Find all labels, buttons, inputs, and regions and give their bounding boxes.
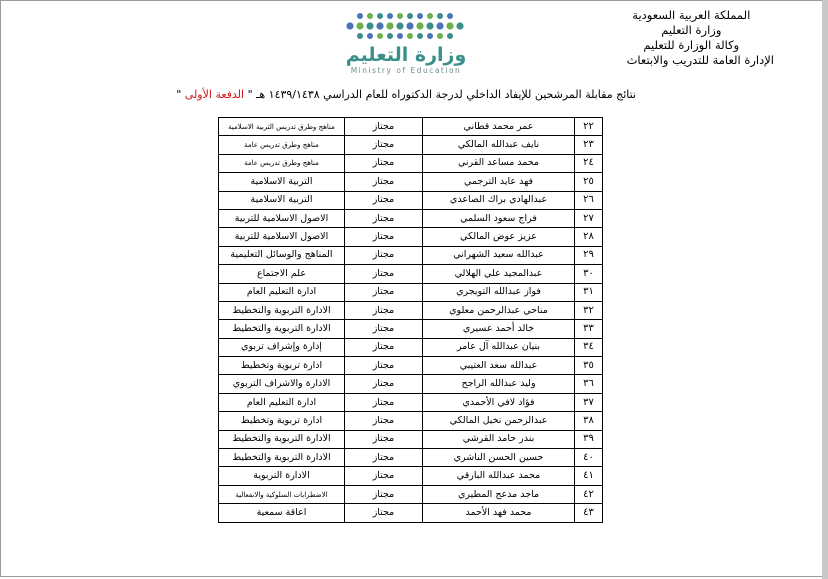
- candidate-name: فؤاد لافي الأحمدي: [423, 393, 575, 411]
- logo-dot: [356, 22, 363, 29]
- logo-dot: [357, 13, 363, 19]
- row-number: ٤١: [575, 467, 603, 485]
- candidate-name: عمر محمد قطاني: [423, 118, 575, 136]
- logo-dot: [416, 22, 423, 29]
- result-status: مجتاز: [345, 301, 423, 319]
- logo-dot: [397, 13, 403, 19]
- candidate-name: فهد عايد الترجمي: [423, 173, 575, 191]
- ministry-logo: [336, 10, 486, 76]
- candidate-name: ماجد مدعج المطيري: [423, 485, 575, 503]
- row-number: ٣٣: [575, 320, 603, 338]
- logo-dot: [427, 13, 433, 19]
- specialization: مناهج وطرق تدريس عامة: [219, 154, 345, 172]
- result-status: مجتاز: [345, 191, 423, 209]
- specialization: الادارة التربوية والتخطيط: [219, 320, 345, 338]
- table-row: [219, 301, 603, 319]
- row-number: ٢٥: [575, 173, 603, 191]
- logo-dot: [427, 33, 433, 39]
- header-agency: وكالة الوزارة للتعليم: [643, 38, 740, 52]
- result-status: مجتاز: [345, 357, 423, 375]
- candidate-name: نايف عبدالله المالكي: [423, 136, 575, 154]
- logo-dot: [357, 33, 363, 39]
- logo-dot: [387, 13, 393, 19]
- table-row: [219, 375, 603, 393]
- table-row: [219, 173, 603, 191]
- table-row: [219, 209, 603, 227]
- logo-dot: [346, 22, 353, 29]
- table-row: [219, 449, 603, 467]
- table-row: [219, 136, 603, 154]
- logo-dot: [456, 22, 463, 29]
- candidate-name: مناحي عبدالرحمن معلوي: [423, 301, 575, 319]
- logo-dot: [447, 13, 453, 19]
- result-status: مجتاز: [345, 265, 423, 283]
- table-row: [219, 357, 603, 375]
- candidate-name: فواز عبدالله التويجري: [423, 283, 575, 301]
- row-number: ٢٨: [575, 228, 603, 246]
- candidate-name: فراج سعود السلمي: [423, 209, 575, 227]
- specialization: علم الاجتماع: [219, 265, 345, 283]
- candidate-name: عبدالهادي براك الصاعدي: [423, 191, 575, 209]
- title-batch: الدفعة الأولى: [184, 88, 245, 101]
- result-status: مجتاز: [345, 412, 423, 430]
- candidate-name: عبدالله سعيد الشهراني: [423, 246, 575, 264]
- logo-dot: [377, 13, 383, 19]
- logo-dot: [367, 33, 373, 39]
- specialization: مناهج وطرق تدريس التربية الاسلامية: [219, 118, 345, 136]
- result-status: مجتاز: [345, 246, 423, 264]
- row-number: ٣٤: [575, 338, 603, 356]
- table-row: [219, 393, 603, 411]
- header-department: الإدارة العامة للتدريب والابتعاث: [626, 53, 774, 67]
- row-number: ٢٤: [575, 154, 603, 172]
- specialization: الاصول الاسلامية للتربية: [219, 209, 345, 227]
- logo-dot: [367, 13, 373, 19]
- result-status: مجتاز: [345, 393, 423, 411]
- candidate-name: محمد مساعد القرني: [423, 154, 575, 172]
- result-status: مجتاز: [345, 283, 423, 301]
- result-status: مجتاز: [345, 467, 423, 485]
- specialization: ادارة التعليم العام: [219, 283, 345, 301]
- row-number: ٣٥: [575, 357, 603, 375]
- result-status: مجتاز: [345, 118, 423, 136]
- specialization: الاصول الاسلامية للتربية: [219, 228, 345, 246]
- specialization: الادارة التربوية: [219, 467, 345, 485]
- logo-dot: [387, 33, 393, 39]
- row-number: ٤٣: [575, 504, 603, 522]
- specialization: إدارة وإشراف تربوي: [219, 338, 345, 356]
- result-status: مجتاز: [345, 430, 423, 448]
- candidate-name: محمد فهد الأحمد: [423, 504, 575, 522]
- candidate-name: محمد عبدالله البارقي: [423, 467, 575, 485]
- table-row: [219, 228, 603, 246]
- logo-dot: [437, 13, 443, 19]
- row-number: ٣١: [575, 283, 603, 301]
- logo-dot: [376, 22, 383, 29]
- candidate-name: عزيز عوض المالكي: [423, 228, 575, 246]
- row-number: ٤٢: [575, 485, 603, 503]
- result-status: مجتاز: [345, 485, 423, 503]
- table-row: [219, 118, 603, 136]
- logo-dot: [407, 33, 413, 39]
- logo-dot: [447, 33, 453, 39]
- page-title: [160, 88, 636, 101]
- result-status: مجتاز: [345, 375, 423, 393]
- logo-dot: [436, 22, 443, 29]
- specialization: المناهج والوسائل التعليمية: [219, 246, 345, 264]
- candidate-name: حسين الحسن الناشري: [423, 449, 575, 467]
- table-row: [219, 338, 603, 356]
- result-status: مجتاز: [345, 154, 423, 172]
- logo-dot: [426, 22, 433, 29]
- logo-arabic-text: وزارة التعليم: [345, 44, 467, 66]
- result-status: مجتاز: [345, 320, 423, 338]
- candidate-name: عبدالرحمن نخيل المالكي: [423, 412, 575, 430]
- candidate-name: وليد عبدالله الراجح: [423, 375, 575, 393]
- row-number: ٤٠: [575, 449, 603, 467]
- logo-dot: [366, 22, 373, 29]
- candidate-name: عبدالله سعد العتيبي: [423, 357, 575, 375]
- logo-dot: [407, 13, 413, 19]
- row-number: ٢٣: [575, 136, 603, 154]
- header-kingdom: المملكة العربية السعودية: [632, 8, 751, 22]
- row-number: ٣٠: [575, 265, 603, 283]
- specialization: مناهج وطرق تدريس عامة: [219, 136, 345, 154]
- result-status: مجتاز: [345, 504, 423, 522]
- table-row: [219, 467, 603, 485]
- table-row: [219, 154, 603, 172]
- row-number: ٢٦: [575, 191, 603, 209]
- result-status: مجتاز: [345, 173, 423, 191]
- table-row: [219, 246, 603, 264]
- logo-dot: [386, 22, 393, 29]
- result-status: مجتاز: [345, 209, 423, 227]
- candidate-name: بندر حامد القرشي: [423, 430, 575, 448]
- title-suffix: ": [176, 88, 185, 101]
- logo-dot: [437, 33, 443, 39]
- logo-dot: [406, 22, 413, 29]
- candidate-name: عبدالمجيد علي الهلالي: [423, 265, 575, 283]
- result-status: مجتاز: [345, 338, 423, 356]
- header-ministry: وزارة التعليم: [661, 23, 722, 37]
- specialization: ادارة تربوية وتخطيط: [219, 357, 345, 375]
- specialization: الادارة والاشراف التربوي: [219, 375, 345, 393]
- result-status: مجتاز: [345, 228, 423, 246]
- row-number: ٣٧: [575, 393, 603, 411]
- specialization: الادارة التربوية والتخطيط: [219, 449, 345, 467]
- logo-dot: [377, 33, 383, 39]
- row-number: ٢٢: [575, 118, 603, 136]
- logo-dot: [446, 22, 453, 29]
- specialization: التربية الاسلامية: [219, 173, 345, 191]
- specialization: ادارة تربوية وتخطيط: [219, 412, 345, 430]
- candidates-table: [218, 117, 603, 523]
- row-number: ٣٩: [575, 430, 603, 448]
- candidate-name: خالد أحمد عسيري: [423, 320, 575, 338]
- logo-dot: [417, 13, 423, 19]
- table-row: [219, 191, 603, 209]
- table-row: [219, 430, 603, 448]
- table-row: [219, 412, 603, 430]
- logo-dots-icon: [342, 10, 470, 42]
- logo-dot: [396, 22, 403, 29]
- candidate-name: بنيان عبدالله آل عامر: [423, 338, 575, 356]
- window-edge: [822, 0, 828, 579]
- letterhead: [626, 8, 774, 68]
- result-status: مجتاز: [345, 449, 423, 467]
- row-number: ٢٧: [575, 209, 603, 227]
- specialization: الادارة التربوية والتخطيط: [219, 430, 345, 448]
- row-number: ٢٩: [575, 246, 603, 264]
- specialization: ادارة التعليم العام: [219, 393, 345, 411]
- logo-dot: [397, 33, 403, 39]
- table-row: [219, 265, 603, 283]
- specialization: الاضطرابات السلوكية والانفعالية: [219, 485, 345, 503]
- row-number: ٣٦: [575, 375, 603, 393]
- specialization: اعاقة سمعية: [219, 504, 345, 522]
- logo-english-text: Ministry of Education: [350, 66, 462, 75]
- specialization: الادارة التربوية والتخطيط: [219, 301, 345, 319]
- row-number: ٣٢: [575, 301, 603, 319]
- table-row: [219, 283, 603, 301]
- specialization: التربية الاسلامية: [219, 191, 345, 209]
- logo-dot: [417, 33, 423, 39]
- title-main: نتائج مقابلة المرشحين للإيفاد الداخلي لدرجة الدكتوراه للعام الدراسي ١٤٣٩/١٤٣٨ هـ ": [244, 88, 636, 101]
- table-row: [219, 320, 603, 338]
- result-status: مجتاز: [345, 136, 423, 154]
- table-row: [219, 504, 603, 522]
- table-row: [219, 485, 603, 503]
- row-number: ٣٨: [575, 412, 603, 430]
